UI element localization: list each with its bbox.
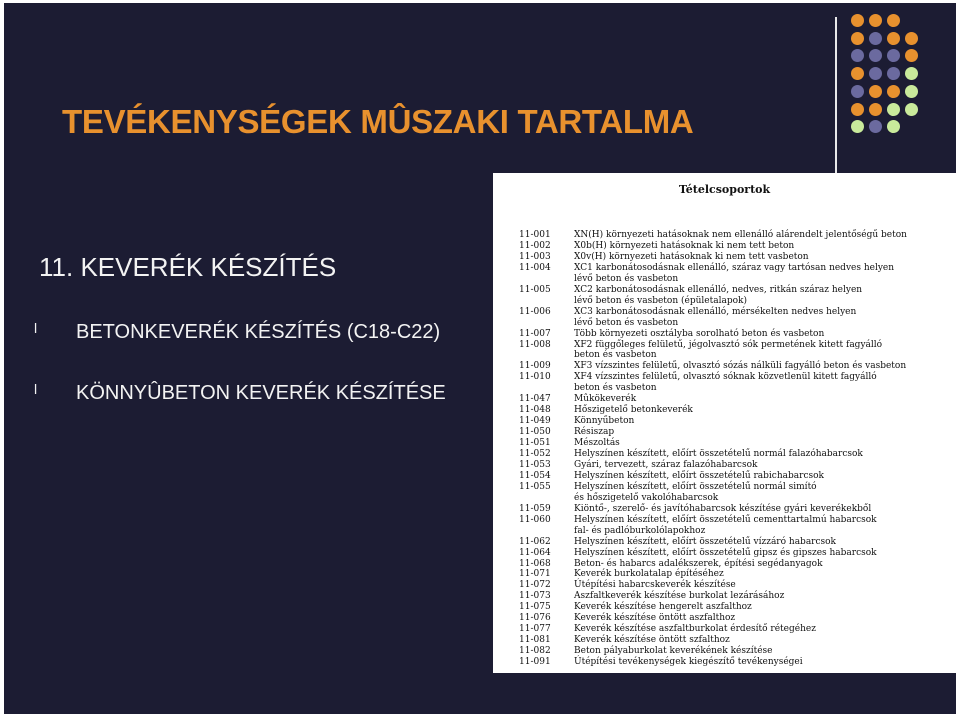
decorative-dot <box>869 103 882 116</box>
slide-subtitle: 11. KEVERÉK KÉSZÍTÉS <box>39 252 337 282</box>
row-code: 11-050 <box>519 427 551 438</box>
document-row <box>519 657 803 667</box>
row-code: 11-082 <box>519 646 551 657</box>
row-description: XC2 karbonátosodásnak ellenálló, nedves, ritkán száraz helyen <box>574 284 863 295</box>
row-code: 11-077 <box>519 624 551 635</box>
decorative-dot <box>905 49 918 62</box>
decorative-dot <box>869 67 882 80</box>
document-row <box>519 471 824 481</box>
row-description: Mûkökeverék <box>574 394 637 405</box>
bullet-mark: l <box>34 381 38 397</box>
document-row <box>519 602 752 612</box>
row-code: 11-002 <box>519 240 551 251</box>
row-description: Keverék készítése hengerelt aszfalthoz <box>574 602 752 613</box>
row-code: 11-064 <box>519 547 551 558</box>
row-description: beton és vasbeton <box>574 350 657 361</box>
decorative-dot <box>851 49 864 62</box>
row-description: Keverék készítése öntött szfalthoz <box>574 635 730 646</box>
row-description: Hőszigetelő betonkeverék <box>574 405 693 416</box>
row-code: 11-008 <box>519 339 551 350</box>
decorative-dot <box>905 85 918 98</box>
document-row <box>519 230 907 240</box>
row-code: 11-091 <box>519 657 551 668</box>
row-description: Helyszínen készített, előírt összetételű rabichabarcsok <box>574 470 824 481</box>
decorative-dot <box>869 14 882 27</box>
document-row <box>519 329 824 339</box>
row-code: 11-060 <box>519 514 551 525</box>
row-code: 11-072 <box>519 580 551 591</box>
row-description: XC1 karbonátosodásnak ellenálló, száraz vagy tartósan nedves helyen <box>574 262 895 273</box>
row-code: 11-073 <box>519 591 551 602</box>
scanned-document <box>493 173 956 673</box>
slide-title: TEVÉKENYSÉGEK MÛSZAKI TARTALMA <box>62 103 694 140</box>
document-row <box>519 340 882 350</box>
row-description: XN(H) környezeti hatásoknak nem ellenálló alárendelt jelentőségű beton <box>574 230 907 240</box>
document-row <box>519 569 724 579</box>
row-description: Keverék burkolatalap építéséhez <box>574 569 724 580</box>
row-description: Gyári, tervezett, száraz falazóhabarcsok <box>574 459 758 470</box>
row-description: Könnyűbeton <box>574 416 635 427</box>
document-row <box>519 482 817 492</box>
row-code: 11-052 <box>519 449 551 459</box>
row-description: Beton- és habarcs adalékszerek, építési segédanyagok <box>574 558 823 569</box>
decorative-dot <box>851 67 864 80</box>
decorative-dot <box>887 85 900 98</box>
row-code: 11-076 <box>519 613 551 624</box>
decorative-dot <box>869 32 882 45</box>
row-code: 11-010 <box>519 372 551 383</box>
decorative-dot <box>851 103 864 116</box>
document-row <box>519 263 894 273</box>
document-row <box>519 438 620 448</box>
row-description: Helyszínen készített, előírt összetételű cementtartalmú habarcsok <box>574 514 877 525</box>
row-description: Aszfaltkeverék készítése burkolat lezárásához <box>574 591 785 602</box>
row-description: XF2 függőleges felületű, jégolvasztó sók permetének kitett fagyálló <box>574 339 883 350</box>
divider-line <box>835 17 837 179</box>
row-description: X0b(H) környezeti hatásoknak ki nem tett beton <box>574 240 795 251</box>
decorative-dot <box>851 120 864 133</box>
document-row <box>519 504 871 514</box>
row-code: 11-005 <box>519 284 551 295</box>
row-description: Keverék készítése öntött aszfalthoz <box>574 613 736 624</box>
row-description: Résiszap <box>574 427 615 438</box>
row-description: XF3 vízszintes felületű, olvasztó sózás nálküli fagyálló beton és vasbeton <box>574 361 907 372</box>
row-code: 11-059 <box>519 503 551 514</box>
document-row <box>519 372 877 382</box>
row-code: 11-075 <box>519 602 551 613</box>
decorative-dot <box>869 49 882 62</box>
row-code: 11-068 <box>519 558 551 569</box>
document-row <box>519 296 747 306</box>
row-code: 11-047 <box>519 394 551 405</box>
document-row <box>519 416 634 426</box>
document-row <box>519 241 794 251</box>
row-description: fal- és padlóburkolólapokhoz <box>574 525 706 536</box>
row-description: Helyszínen készített, előírt összetételű vízzáró habarcsok <box>574 536 837 547</box>
document-row <box>519 427 614 437</box>
document-row <box>519 460 757 470</box>
decorative-dot <box>887 14 900 27</box>
row-description: Helyszínen készített, előírt összetételű normál simító <box>574 481 817 492</box>
decorative-dot <box>887 103 900 116</box>
document-row <box>519 318 678 328</box>
document-row <box>519 646 772 656</box>
row-code: 11-007 <box>519 328 551 339</box>
row-description: lévő beton és vasbeton <box>574 273 679 284</box>
row-code: 11-062 <box>519 536 551 547</box>
decorative-dot <box>851 14 864 27</box>
document-row <box>519 613 735 623</box>
document-row <box>519 591 784 601</box>
document-row <box>519 449 863 459</box>
document-row <box>519 526 705 536</box>
decorative-dot <box>905 67 918 80</box>
row-code: 11-049 <box>519 416 551 427</box>
row-description: XF4 vízszintes felületű, olvasztó sóknak közvetlenül kitett fagyálló <box>574 372 877 383</box>
row-code: 11-081 <box>519 635 551 646</box>
decorative-dot <box>887 120 900 133</box>
row-code: 11-055 <box>519 481 551 492</box>
bullet-text: BETONKEVERÉK KÉSZÍTÉS (C18-C22) <box>76 321 441 343</box>
row-description: Útépítési habarcskeverék készítése <box>574 580 736 591</box>
row-description: Több környezeti osztályba sorolható beton és vasbeton <box>574 328 825 339</box>
document-row <box>519 405 693 415</box>
bullet-text: KÖNNYÛBETON KEVERÉK KÉSZÍTÉSE <box>76 382 446 404</box>
document-row <box>519 394 636 404</box>
row-code: 11-071 <box>519 569 551 580</box>
row-code: 11-054 <box>519 470 551 481</box>
row-description: lévő beton és vasbeton (épületalapok) <box>574 295 747 306</box>
row-description: XC3 karbonátosodásnak ellenálló, mérsékelten nedves helyen <box>574 306 857 317</box>
row-description: Útépítési tevékenységek kiegészítő tevékenységei <box>574 657 803 668</box>
decorative-dot <box>887 67 900 80</box>
row-code: 11-004 <box>519 262 551 273</box>
decorative-dot <box>851 32 864 45</box>
document-row <box>519 383 657 393</box>
document-row <box>519 285 862 295</box>
row-code: 11-003 <box>519 251 551 262</box>
row-code: 11-006 <box>519 306 551 317</box>
decorative-dot <box>905 32 918 45</box>
row-description: lévő beton és vasbeton <box>574 317 679 328</box>
row-description: Beton pályaburkolat keverékének készítése <box>574 646 773 657</box>
row-description: Keverék készítése aszfaltburkolat érdesítő rétegéhez <box>574 624 816 635</box>
decorative-dot <box>905 103 918 116</box>
document-row <box>519 515 877 525</box>
document-row <box>519 559 823 569</box>
row-description: X0v(H) környezeti hatásoknak ki nem tett vasbeton <box>574 251 809 262</box>
row-description: és hőszigetelő vakolóhabarcsok <box>574 492 719 503</box>
document-row <box>519 580 736 590</box>
document-row <box>519 624 816 634</box>
row-code: 11-048 <box>519 405 551 416</box>
row-code: 11-051 <box>519 438 551 449</box>
row-code: 11-009 <box>519 361 551 372</box>
row-description: Kiöntő-, szerelő- és javítóhabarcsok készítése gyári keverékekből <box>574 503 872 514</box>
decorative-dot <box>869 120 882 133</box>
document-row <box>519 252 809 262</box>
document-row <box>519 307 856 317</box>
document-row <box>519 361 906 371</box>
bullet-mark: l <box>34 320 38 336</box>
document-row <box>519 493 718 503</box>
decorative-dot <box>887 32 900 45</box>
row-description: Mészoltás <box>574 438 620 449</box>
document-row <box>519 350 657 360</box>
document-row <box>519 537 836 547</box>
row-description: Helyszínen készített, előírt összetételű gipsz és gipszes habarcsok <box>574 547 877 558</box>
document-row <box>519 274 678 284</box>
document-title: Tételcsoportok <box>678 183 771 196</box>
row-code: 11-053 <box>519 459 551 470</box>
document-row <box>519 635 730 645</box>
decorative-dot <box>887 49 900 62</box>
decorative-dot <box>851 85 864 98</box>
row-description: Helyszínen készített, előírt összetételű normál falazóhabarcsok <box>574 449 863 459</box>
row-description: beton és vasbeton <box>574 383 657 394</box>
decorative-dot <box>869 85 882 98</box>
document-row <box>519 548 877 558</box>
row-code: 11-001 <box>519 230 551 240</box>
